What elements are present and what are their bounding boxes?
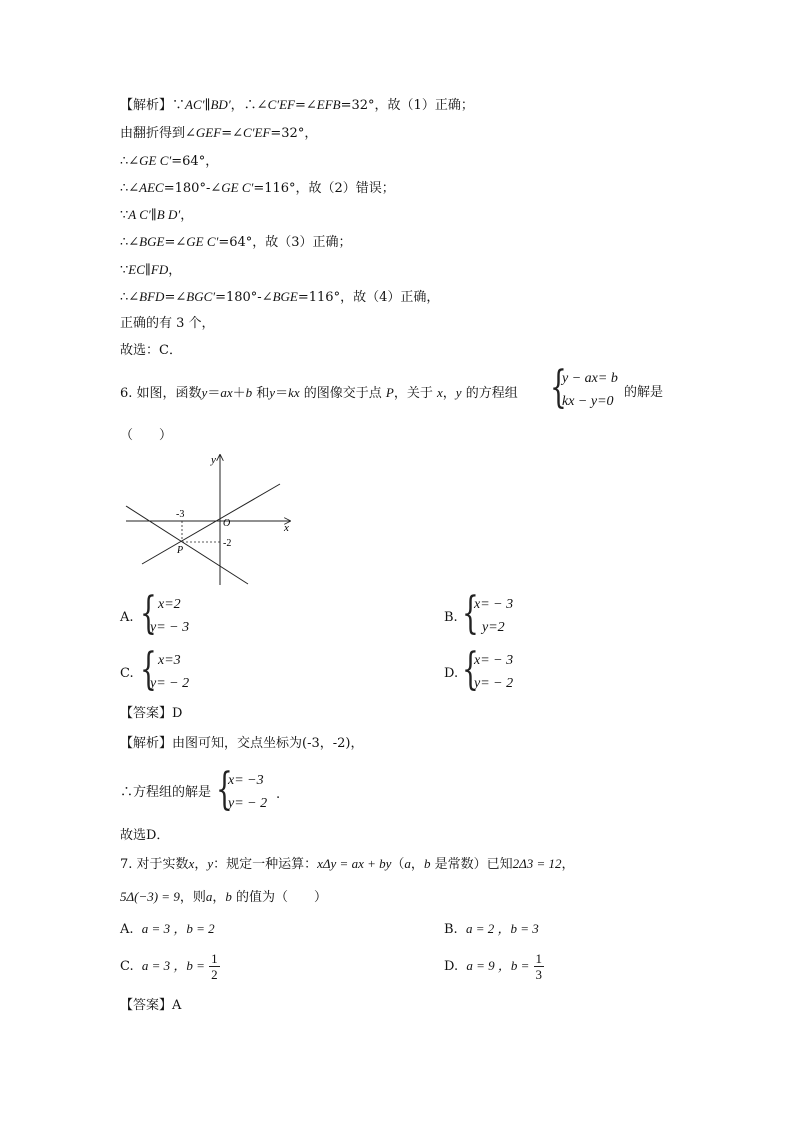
math: GE C′ bbox=[186, 234, 219, 249]
math: y bbox=[455, 385, 462, 400]
text: ＝ bbox=[275, 386, 289, 401]
prev-analysis-line-2 bbox=[120, 124, 317, 143]
text: =64°， bbox=[171, 154, 219, 169]
math: 2Δ3 = 12 bbox=[512, 856, 562, 871]
system-row-2: y= − 2 bbox=[474, 676, 514, 691]
prev-analysis-line-9: 正确的有 3 个， bbox=[120, 316, 215, 331]
option-label: D. bbox=[444, 959, 459, 974]
text: ∴∠ bbox=[120, 290, 140, 305]
math: x bbox=[436, 385, 443, 400]
text: ， bbox=[212, 890, 226, 905]
option-text: a = 3 ，b = 2 bbox=[141, 921, 215, 936]
math: 5Δ(−3) = 9 bbox=[120, 889, 180, 904]
denominator: 3 bbox=[535, 967, 543, 982]
prev-analysis-line-10: 故选：C． bbox=[120, 343, 182, 358]
left-brace: { bbox=[216, 764, 233, 815]
system-row-1: x=2 bbox=[158, 597, 181, 612]
q6-analysis-period: . bbox=[276, 787, 281, 802]
prev-analysis-line-8 bbox=[120, 288, 439, 307]
math: GE C′ bbox=[139, 153, 172, 168]
q7-option-d bbox=[444, 950, 544, 983]
text: ，∴∠ bbox=[230, 98, 268, 113]
math: BFD bbox=[139, 289, 165, 304]
text: ＋ bbox=[232, 386, 246, 401]
prev-analysis-line-5 bbox=[120, 206, 193, 225]
option-text: a = 9 ，b = bbox=[466, 958, 530, 973]
left-brace: { bbox=[462, 588, 479, 639]
prev-analysis-line-6 bbox=[120, 233, 352, 252]
text: =∠ bbox=[294, 98, 317, 113]
option-a-system bbox=[140, 588, 220, 642]
text: 是常数）已知 bbox=[430, 857, 513, 872]
text: ， bbox=[194, 857, 208, 872]
text: ：规定一种运算： bbox=[213, 857, 318, 872]
text: ， bbox=[168, 263, 182, 278]
math: x bbox=[188, 856, 195, 871]
math: C′EF bbox=[267, 97, 295, 112]
system-row-1: y − ax= b bbox=[562, 371, 618, 386]
math: b bbox=[225, 889, 232, 904]
text: （ bbox=[391, 857, 405, 872]
text: 的图像交于点 bbox=[299, 386, 386, 401]
math: EFB bbox=[316, 97, 341, 112]
prev-analysis-line-7 bbox=[120, 261, 181, 280]
point-p-label: P bbox=[177, 545, 184, 556]
left-brace: { bbox=[140, 588, 157, 639]
option-label: C. bbox=[120, 959, 134, 974]
q7-answer: 【答案】A bbox=[120, 998, 182, 1013]
math: kx bbox=[288, 385, 300, 400]
option-c-label: C. bbox=[120, 666, 134, 681]
system-row-1: x= −3 bbox=[228, 773, 264, 788]
math: AEC bbox=[139, 180, 164, 195]
q7-stem-line-2 bbox=[120, 888, 327, 907]
analysis-tag: 【解析】 bbox=[120, 98, 173, 113]
system-row-2: y= − 3 bbox=[150, 620, 190, 635]
text: ∴∠ bbox=[120, 235, 140, 250]
option-label: A. bbox=[120, 922, 134, 937]
option-b-system bbox=[462, 588, 542, 642]
math: a bbox=[404, 856, 411, 871]
text: ∵ bbox=[120, 208, 129, 223]
text: ， bbox=[561, 857, 575, 872]
system-row-1: x= − 3 bbox=[474, 597, 514, 612]
math: y bbox=[207, 856, 214, 871]
q7-option-b bbox=[444, 920, 539, 939]
option-c-system bbox=[140, 644, 220, 698]
text: =32°，故（1）正确； bbox=[340, 98, 474, 113]
math: C′EF bbox=[242, 125, 271, 140]
q6-stem-end: 的解是 bbox=[624, 385, 664, 400]
text: =180°-∠ bbox=[215, 290, 273, 305]
x-axis-label: x bbox=[284, 522, 289, 534]
q7-option-a bbox=[120, 920, 215, 939]
math: b bbox=[245, 385, 253, 400]
q6-graph bbox=[124, 450, 294, 588]
text: =∠ bbox=[164, 290, 187, 305]
text: =∠ bbox=[221, 126, 243, 141]
text: =∠ bbox=[164, 235, 187, 250]
option-d-system bbox=[462, 644, 542, 698]
option-text: a = 2 ，b = 3 bbox=[465, 921, 539, 936]
math: EC∥FD bbox=[128, 262, 169, 277]
q6-equation-system bbox=[550, 362, 630, 415]
q7-option-c bbox=[120, 950, 220, 983]
prev-analysis-line-4 bbox=[120, 179, 395, 198]
option-label: B. bbox=[444, 922, 458, 937]
math: ax bbox=[220, 385, 233, 400]
q6-stem bbox=[120, 384, 518, 403]
text: ∵ bbox=[120, 263, 129, 278]
text: 7. 对于实数 bbox=[120, 857, 189, 872]
math: y bbox=[201, 385, 208, 400]
math: AC′∥BD′ bbox=[185, 97, 231, 112]
text: 由翻折得到∠ bbox=[120, 126, 196, 141]
q7-stem bbox=[120, 855, 575, 874]
math: GEF bbox=[195, 125, 222, 140]
numerator: 1 bbox=[535, 951, 543, 966]
fraction bbox=[209, 951, 220, 982]
prev-analysis-line-3 bbox=[120, 152, 218, 171]
math: P bbox=[385, 385, 394, 400]
system-row-1: x=3 bbox=[158, 653, 181, 668]
math: xΔy = ax + by bbox=[317, 856, 392, 871]
math: a bbox=[205, 889, 213, 904]
left-brace: { bbox=[462, 644, 479, 695]
math: y bbox=[269, 385, 276, 400]
text: ，关于 bbox=[393, 386, 437, 401]
y-axis-label: y bbox=[211, 454, 216, 466]
text: =32°， bbox=[270, 126, 318, 141]
text: 6. 如图，函数 bbox=[120, 386, 202, 401]
text: ∴∠ bbox=[120, 181, 140, 196]
q6-answer: 【答案】D bbox=[120, 706, 183, 721]
text: ，则 bbox=[179, 890, 206, 905]
q6-analysis-line-3: 故选D． bbox=[120, 828, 170, 843]
option-b-label: B. bbox=[444, 610, 458, 625]
left-brace: { bbox=[140, 644, 157, 695]
math: b bbox=[423, 856, 431, 871]
text: ∵ bbox=[172, 98, 186, 113]
left-brace: { bbox=[550, 362, 567, 413]
math: BGE bbox=[139, 234, 165, 249]
prev-analysis-line-1 bbox=[120, 96, 474, 115]
text: 的值为（ ） bbox=[231, 890, 328, 905]
text: 的方程组 bbox=[461, 386, 518, 401]
line-y-kx bbox=[142, 484, 280, 564]
q6-analysis-line-1 bbox=[120, 735, 364, 753]
text: =180°-∠ bbox=[163, 181, 222, 196]
origin-label: O bbox=[223, 518, 231, 529]
text: ， bbox=[180, 208, 194, 223]
math: BGC′ bbox=[186, 289, 216, 304]
math: A C′∥B D′ bbox=[128, 207, 181, 222]
text: 和 bbox=[252, 386, 270, 401]
fraction bbox=[534, 951, 545, 982]
system-row-1: x= − 3 bbox=[474, 653, 514, 668]
q6-analysis-line-2: ∴方程组的解是 bbox=[120, 785, 212, 800]
text: ∴∠ bbox=[120, 154, 140, 169]
numerator: 1 bbox=[211, 951, 218, 966]
text: 由图可知，交点坐标为(-3，-2)， bbox=[172, 736, 364, 751]
y-tick-label: -2 bbox=[223, 538, 232, 549]
option-text: a = 3 ，b = bbox=[141, 958, 205, 973]
math: BGE bbox=[272, 289, 298, 304]
system-row-2: kx − y=0 bbox=[562, 394, 614, 409]
text: ＝ bbox=[207, 386, 221, 401]
text: =64°，故（3）正确； bbox=[218, 235, 352, 250]
denominator: 2 bbox=[211, 967, 218, 982]
analysis-tag: 【解析】 bbox=[120, 736, 173, 751]
system-row-2: y=2 bbox=[482, 620, 505, 635]
system-row-2: y= − 2 bbox=[150, 676, 190, 691]
text: ， bbox=[442, 386, 456, 401]
math: GE C′ bbox=[221, 180, 254, 195]
text: ， bbox=[410, 857, 424, 872]
text: =116°，故（2）错误； bbox=[253, 181, 395, 196]
text: =116°，故（4）正确， bbox=[297, 290, 440, 305]
x-tick-label: -3 bbox=[176, 509, 185, 520]
system-row-2: y= − 2 bbox=[228, 796, 268, 811]
option-a-label: A. bbox=[120, 610, 134, 625]
q6-answer-blank: （ ） bbox=[120, 428, 173, 443]
option-d-label: D. bbox=[444, 666, 459, 681]
